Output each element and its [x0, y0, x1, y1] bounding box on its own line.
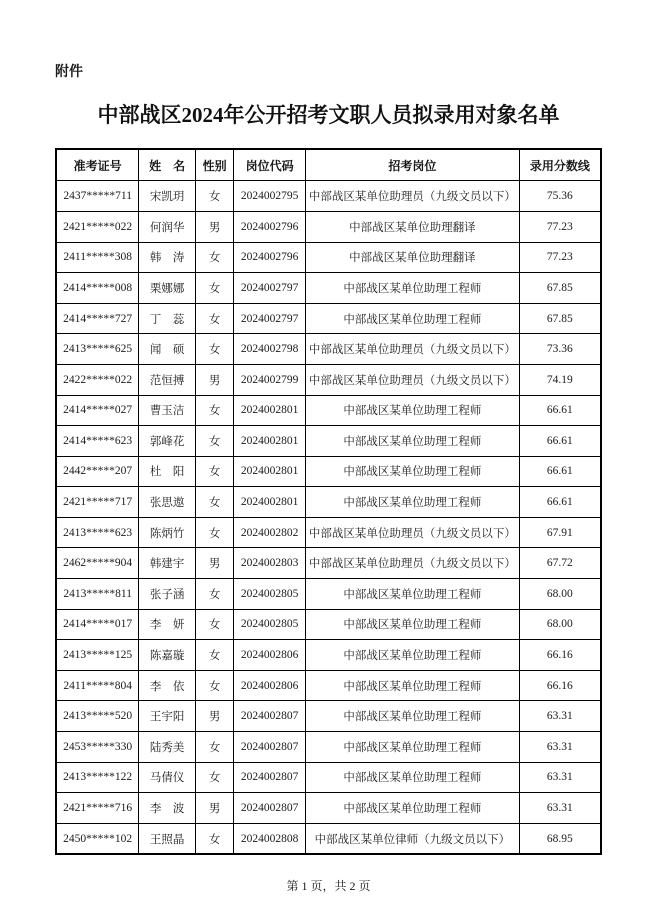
- name-cell: 王宇阳: [139, 701, 196, 732]
- job-code-cell: 2024002796: [234, 242, 306, 273]
- score-cell: 63.31: [519, 762, 601, 793]
- header-row: [56, 149, 601, 181]
- position-cell: 中部战区某单位助理工程师: [306, 579, 520, 610]
- score-cell: 77.23: [519, 211, 601, 242]
- name-cell: 李 妍: [139, 609, 196, 640]
- candidates-table: [55, 148, 602, 855]
- score-cell: 68.95: [519, 823, 601, 854]
- position-cell: 中部战区某单位助理员（九级文员以下）: [306, 548, 520, 579]
- table-row: [56, 517, 601, 548]
- table-row: [56, 456, 601, 487]
- name-cell: 丁 蕊: [139, 303, 196, 334]
- job-code-cell: 2024002801: [234, 395, 306, 426]
- table-row: [56, 670, 601, 701]
- gender-cell: 女: [196, 395, 234, 426]
- gender-cell: 女: [196, 762, 234, 793]
- page-number-indicator: 第 1 页，共 2 页: [286, 879, 371, 894]
- exam-id-cell: 2450*****102: [56, 823, 139, 854]
- position-cell: 中部战区某单位助理员（九级文员以下）: [306, 334, 520, 365]
- job-code-cell: 2024002795: [234, 181, 306, 212]
- table-row: [56, 395, 601, 426]
- job-code-cell: 2024002796: [234, 211, 306, 242]
- name-cell: 郭峰花: [139, 426, 196, 457]
- score-cell: 73.36: [519, 334, 601, 365]
- position-cell: 中部战区某单位助理员（九级文员以下）: [306, 517, 520, 548]
- exam-id-cell: 2414*****623: [56, 426, 139, 457]
- gender-cell: 女: [196, 303, 234, 334]
- job-code-cell: 2024002805: [234, 579, 306, 610]
- gender-cell: 女: [196, 609, 234, 640]
- exam-id-cell: 2413*****623: [56, 517, 139, 548]
- score-cell: 77.23: [519, 242, 601, 273]
- name-cell: 曹玉洁: [139, 395, 196, 426]
- position-cell: 中部战区某单位助理工程师: [306, 487, 520, 518]
- table-row: [56, 609, 601, 640]
- job-code-cell: 2024002801: [234, 487, 306, 518]
- table-row: [56, 640, 601, 671]
- job-code-cell: 2024002803: [234, 548, 306, 579]
- name-cell: 栗娜娜: [139, 273, 196, 304]
- score-cell: 67.72: [519, 548, 601, 579]
- exam-id-cell: 2414*****727: [56, 303, 139, 334]
- job-code-cell: 2024002807: [234, 793, 306, 824]
- gender-cell: 女: [196, 334, 234, 365]
- table-row: [56, 211, 601, 242]
- exam-id-cell: 2413*****625: [56, 334, 139, 365]
- gender-cell: 女: [196, 426, 234, 457]
- exam-id-cell: 2414*****017: [56, 609, 139, 640]
- table-row: [56, 732, 601, 763]
- job-code-cell: 2024002807: [234, 732, 306, 763]
- score-cell: 68.00: [519, 579, 601, 610]
- exam-id-cell: 2413*****520: [56, 701, 139, 732]
- name-cell: 陈嘉璇: [139, 640, 196, 671]
- table-body: [56, 181, 601, 855]
- column-header: 姓 名: [139, 149, 196, 181]
- position-cell: 中部战区某单位助理工程师: [306, 426, 520, 457]
- table-header: [56, 149, 601, 181]
- gender-cell: 女: [196, 732, 234, 763]
- position-cell: 中部战区某单位助理工程师: [306, 395, 520, 426]
- gender-cell: 女: [196, 181, 234, 212]
- column-header: 岗位代码: [234, 149, 306, 181]
- exam-id-cell: 2422*****022: [56, 364, 139, 395]
- gender-cell: 男: [196, 548, 234, 579]
- position-cell: 中部战区某单位助理工程师: [306, 640, 520, 671]
- name-cell: 陈炳竹: [139, 517, 196, 548]
- score-cell: 66.61: [519, 395, 601, 426]
- table-row: [56, 303, 601, 334]
- gender-cell: 女: [196, 640, 234, 671]
- name-cell: 韩 涛: [139, 242, 196, 273]
- gender-cell: 女: [196, 670, 234, 701]
- position-cell: 中部战区某单位助理工程师: [306, 670, 520, 701]
- exam-id-cell: 2437*****711: [56, 181, 139, 212]
- score-cell: 67.85: [519, 303, 601, 334]
- name-cell: 何润华: [139, 211, 196, 242]
- gender-cell: 女: [196, 273, 234, 304]
- exam-id-cell: 2414*****027: [56, 395, 139, 426]
- position-cell: 中部战区某单位助理员（九级文员以下）: [306, 364, 520, 395]
- page-title: 中部战区2024年公开招考文职人员拟录用对象名单: [97, 103, 560, 127]
- score-cell: 63.31: [519, 732, 601, 763]
- gender-cell: 女: [196, 823, 234, 854]
- score-cell: 63.31: [519, 701, 601, 732]
- job-code-cell: 2024002805: [234, 609, 306, 640]
- gender-cell: 女: [196, 487, 234, 518]
- exam-id-cell: 2413*****125: [56, 640, 139, 671]
- name-cell: 张子涵: [139, 579, 196, 610]
- score-cell: 66.16: [519, 640, 601, 671]
- exam-id-cell: 2413*****811: [56, 579, 139, 610]
- table-row: [56, 793, 601, 824]
- table-row: [56, 273, 601, 304]
- table-row: [56, 701, 601, 732]
- position-cell: 中部战区某单位助理工程师: [306, 732, 520, 763]
- gender-cell: 女: [196, 517, 234, 548]
- score-cell: 74.19: [519, 364, 601, 395]
- job-code-cell: 2024002799: [234, 364, 306, 395]
- exam-id-cell: 2411*****308: [56, 242, 139, 273]
- exam-id-cell: 2413*****122: [56, 762, 139, 793]
- job-code-cell: 2024002807: [234, 701, 306, 732]
- name-cell: 马倩仪: [139, 762, 196, 793]
- exam-id-cell: 2453*****330: [56, 732, 139, 763]
- position-cell: 中部战区某单位助理工程师: [306, 609, 520, 640]
- job-code-cell: 2024002797: [234, 273, 306, 304]
- table-row: [56, 364, 601, 395]
- table-row: [56, 487, 601, 518]
- job-code-cell: 2024002806: [234, 670, 306, 701]
- name-cell: 张思遨: [139, 487, 196, 518]
- table-row: [56, 181, 601, 212]
- name-cell: 宋凯玥: [139, 181, 196, 212]
- exam-id-cell: 2442*****207: [56, 456, 139, 487]
- name-cell: 陆秀美: [139, 732, 196, 763]
- column-header: 招考岗位: [306, 149, 520, 181]
- score-cell: 75.36: [519, 181, 601, 212]
- score-cell: 66.16: [519, 670, 601, 701]
- position-cell: 中部战区某单位助理工程师: [306, 793, 520, 824]
- score-cell: 66.61: [519, 487, 601, 518]
- position-cell: 中部战区某单位助理员（九级文员以下）: [306, 181, 520, 212]
- table-row: [56, 823, 601, 854]
- name-cell: 杜 阳: [139, 456, 196, 487]
- position-cell: 中部战区某单位助理工程师: [306, 762, 520, 793]
- gender-cell: 男: [196, 364, 234, 395]
- position-cell: 中部战区某单位助理工程师: [306, 701, 520, 732]
- position-cell: 中部战区某单位助理工程师: [306, 456, 520, 487]
- column-header: 录用分数线: [519, 149, 601, 181]
- job-code-cell: 2024002801: [234, 426, 306, 457]
- table-row: [56, 548, 601, 579]
- table-row: [56, 426, 601, 457]
- gender-cell: 男: [196, 211, 234, 242]
- score-cell: 67.91: [519, 517, 601, 548]
- gender-cell: 女: [196, 456, 234, 487]
- name-cell: 李 依: [139, 670, 196, 701]
- score-cell: 67.85: [519, 273, 601, 304]
- position-cell: 中部战区某单位律师（九级文员以下）: [306, 823, 520, 854]
- gender-cell: 男: [196, 793, 234, 824]
- exam-id-cell: 2411*****804: [56, 670, 139, 701]
- exam-id-cell: 2421*****716: [56, 793, 139, 824]
- attachment-label: 附件: [55, 63, 83, 79]
- score-cell: 66.61: [519, 426, 601, 457]
- job-code-cell: 2024002801: [234, 456, 306, 487]
- exam-id-cell: 2462*****904: [56, 548, 139, 579]
- exam-id-cell: 2421*****022: [56, 211, 139, 242]
- gender-cell: 女: [196, 579, 234, 610]
- job-code-cell: 2024002808: [234, 823, 306, 854]
- job-code-cell: 2024002807: [234, 762, 306, 793]
- exam-id-cell: 2414*****008: [56, 273, 139, 304]
- column-header: 性别: [196, 149, 234, 181]
- name-cell: 李 波: [139, 793, 196, 824]
- score-cell: 63.31: [519, 793, 601, 824]
- position-cell: 中部战区某单位助理翻译: [306, 211, 520, 242]
- exam-id-cell: 2421*****717: [56, 487, 139, 518]
- score-cell: 66.61: [519, 456, 601, 487]
- gender-cell: 女: [196, 242, 234, 273]
- job-code-cell: 2024002806: [234, 640, 306, 671]
- job-code-cell: 2024002802: [234, 517, 306, 548]
- table-row: [56, 762, 601, 793]
- name-cell: 王照晶: [139, 823, 196, 854]
- position-cell: 中部战区某单位助理工程师: [306, 303, 520, 334]
- score-cell: 68.00: [519, 609, 601, 640]
- name-cell: 闻 硕: [139, 334, 196, 365]
- name-cell: 韩建宇: [139, 548, 196, 579]
- position-cell: 中部战区某单位助理工程师: [306, 273, 520, 304]
- job-code-cell: 2024002797: [234, 303, 306, 334]
- table-row: [56, 579, 601, 610]
- job-code-cell: 2024002798: [234, 334, 306, 365]
- name-cell: 范恒搏: [139, 364, 196, 395]
- table-row: [56, 242, 601, 273]
- position-cell: 中部战区某单位助理翻译: [306, 242, 520, 273]
- gender-cell: 男: [196, 701, 234, 732]
- column-header: 准考证号: [56, 149, 139, 181]
- table-row: [56, 334, 601, 365]
